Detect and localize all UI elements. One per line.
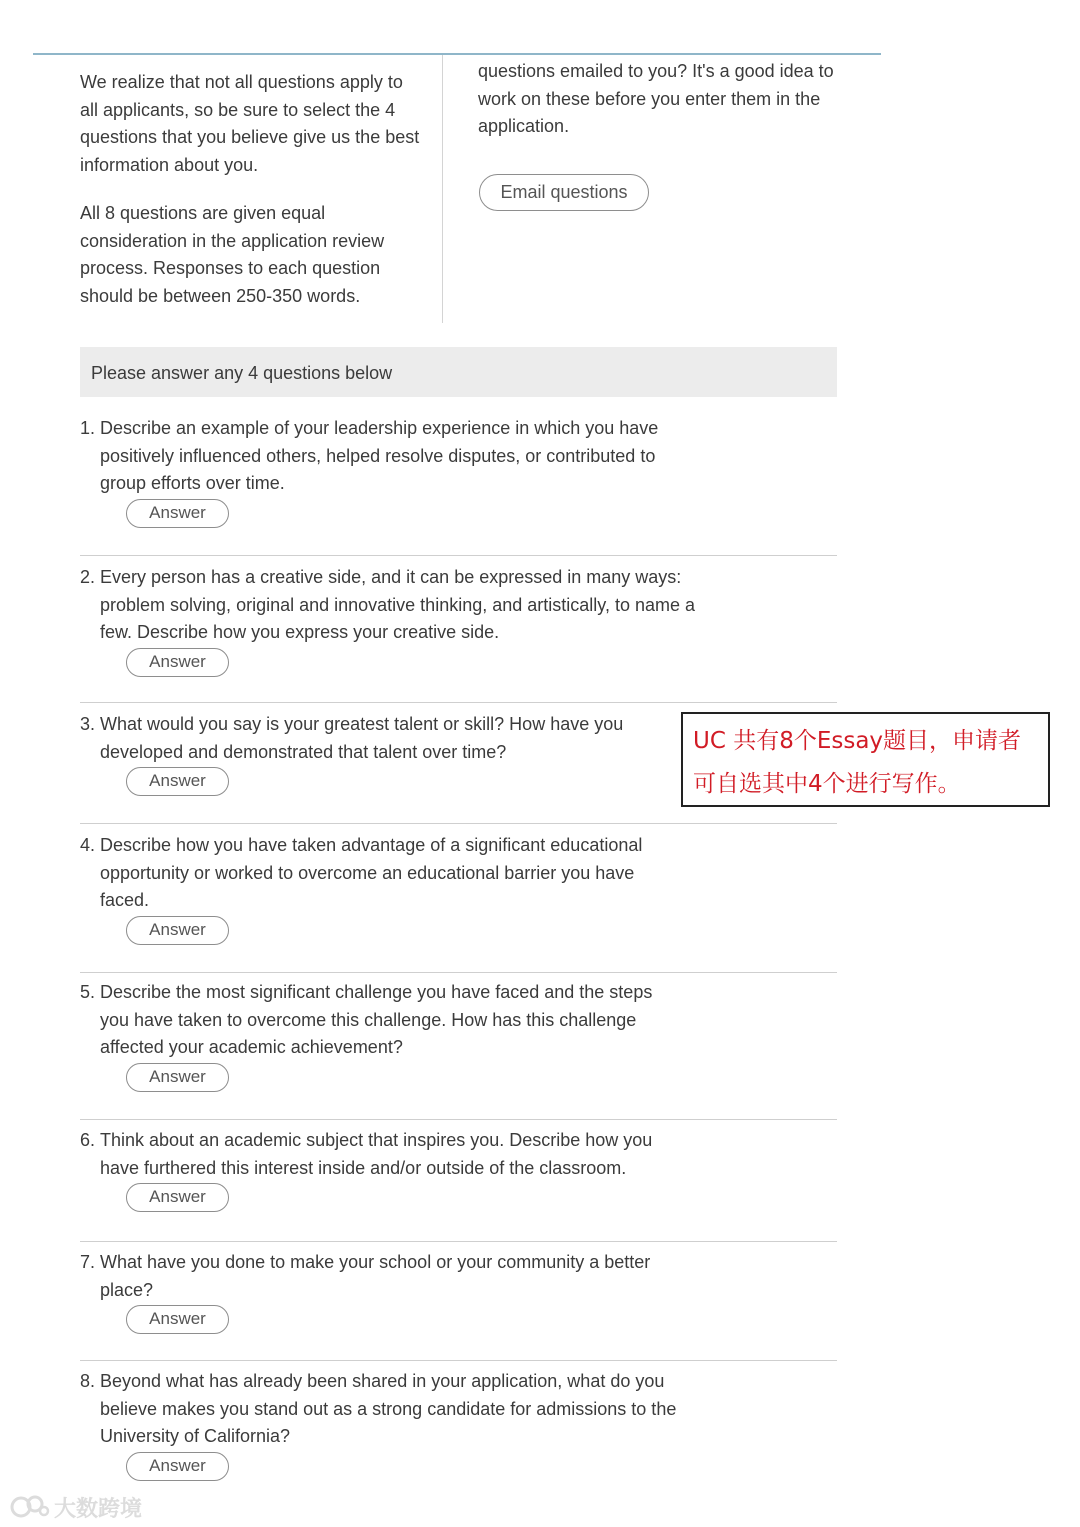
question-separator	[80, 1360, 837, 1361]
question-item-1	[80, 415, 837, 528]
intro-right-column	[478, 58, 838, 141]
annotation-line-1: UC 共有8个Essay题目，申请者	[693, 728, 1022, 754]
question-text: Beyond what has already been shared in your application, what do you believe makes you stand out as a strong candidate for admissions to the University of California?	[100, 1371, 677, 1446]
question-number: 6.	[80, 1130, 96, 1150]
intro-paragraph-2: All 8 questions are given equal consideration in the application review process. Responses to each question should be between 250-350 words.	[80, 203, 385, 306]
column-divider	[442, 55, 443, 323]
question-text: Think about an academic subject that inspires you. Describe how you have furthered this interest inside and/or outside of the classroom.	[100, 1130, 653, 1178]
answer-button-6[interactable]: Answer	[126, 1183, 229, 1212]
answer-button-5[interactable]: Answer	[126, 1063, 229, 1092]
question-text: Every person has a creative side, and it can be expressed in many ways: problem solving, original and innovative thinking, and artistically, to name a few. Describe how you express your creative side.	[100, 567, 695, 642]
question-item-4	[80, 832, 837, 945]
question-item-7	[80, 1249, 837, 1334]
answer-button-7[interactable]: Answer	[126, 1305, 229, 1334]
answer-button-3[interactable]: Answer	[126, 767, 229, 796]
annotation-line-2: 可自选其中4个进行写作。	[693, 771, 961, 797]
answer-prompt-bar: Please answer any 4 questions below	[80, 347, 837, 397]
question-text: What have you done to make your school or your community a better place?	[100, 1252, 651, 1300]
intro-paragraph-1: We realize that not all questions apply to all applicants, so be sure to select the 4 questions that you believe give us the best information about you.	[80, 72, 420, 175]
question-item-2	[80, 564, 837, 677]
question-item-8	[80, 1368, 837, 1481]
question-separator	[80, 555, 837, 556]
answer-button-4[interactable]: Answer	[126, 916, 229, 945]
question-separator	[80, 972, 837, 973]
question-item-6	[80, 1127, 837, 1212]
answer-button-8[interactable]: Answer	[126, 1452, 229, 1481]
annotation-callout	[681, 712, 1050, 807]
top-divider	[33, 53, 881, 55]
intro-left-column	[80, 69, 425, 310]
question-text: What would you say is your greatest talent or skill? How have you developed and demonstrated that talent over time?	[100, 714, 624, 762]
question-number: 1.	[80, 418, 96, 438]
question-number: 2.	[80, 567, 96, 587]
question-separator	[80, 1241, 837, 1242]
watermark-logo-icon	[8, 1494, 50, 1520]
question-separator	[80, 1119, 837, 1120]
question-number: 7.	[80, 1252, 96, 1272]
question-text: Describe the most significant challenge you have faced and the steps you have taken to overcome this challenge. How has this challenge affected your academic achievement?	[100, 982, 653, 1057]
watermark	[8, 1490, 142, 1524]
answer-button-1[interactable]: Answer	[126, 499, 229, 528]
question-number: 4.	[80, 835, 96, 855]
question-number: 3.	[80, 714, 96, 734]
question-separator	[80, 823, 837, 824]
answer-button-2[interactable]: Answer	[126, 648, 229, 677]
email-questions-button[interactable]: Email questions	[479, 174, 649, 211]
question-text: Describe how you have taken advantage of a significant educational opportunity or worked to overcome an educational barrier you have faced.	[100, 835, 643, 910]
question-number: 8.	[80, 1371, 96, 1391]
email-info-text: questions emailed to you? It's a good idea to work on these before you enter them in the application.	[478, 61, 834, 136]
watermark-text: 大数跨境	[54, 1496, 143, 1522]
question-number: 5.	[80, 982, 96, 1002]
question-separator	[80, 702, 837, 703]
question-item-5	[80, 979, 837, 1092]
question-text: Describe an example of your leadership experience in which you have positively influenced others, helped resolve disputes, or contributed to group efforts over time.	[100, 418, 659, 493]
